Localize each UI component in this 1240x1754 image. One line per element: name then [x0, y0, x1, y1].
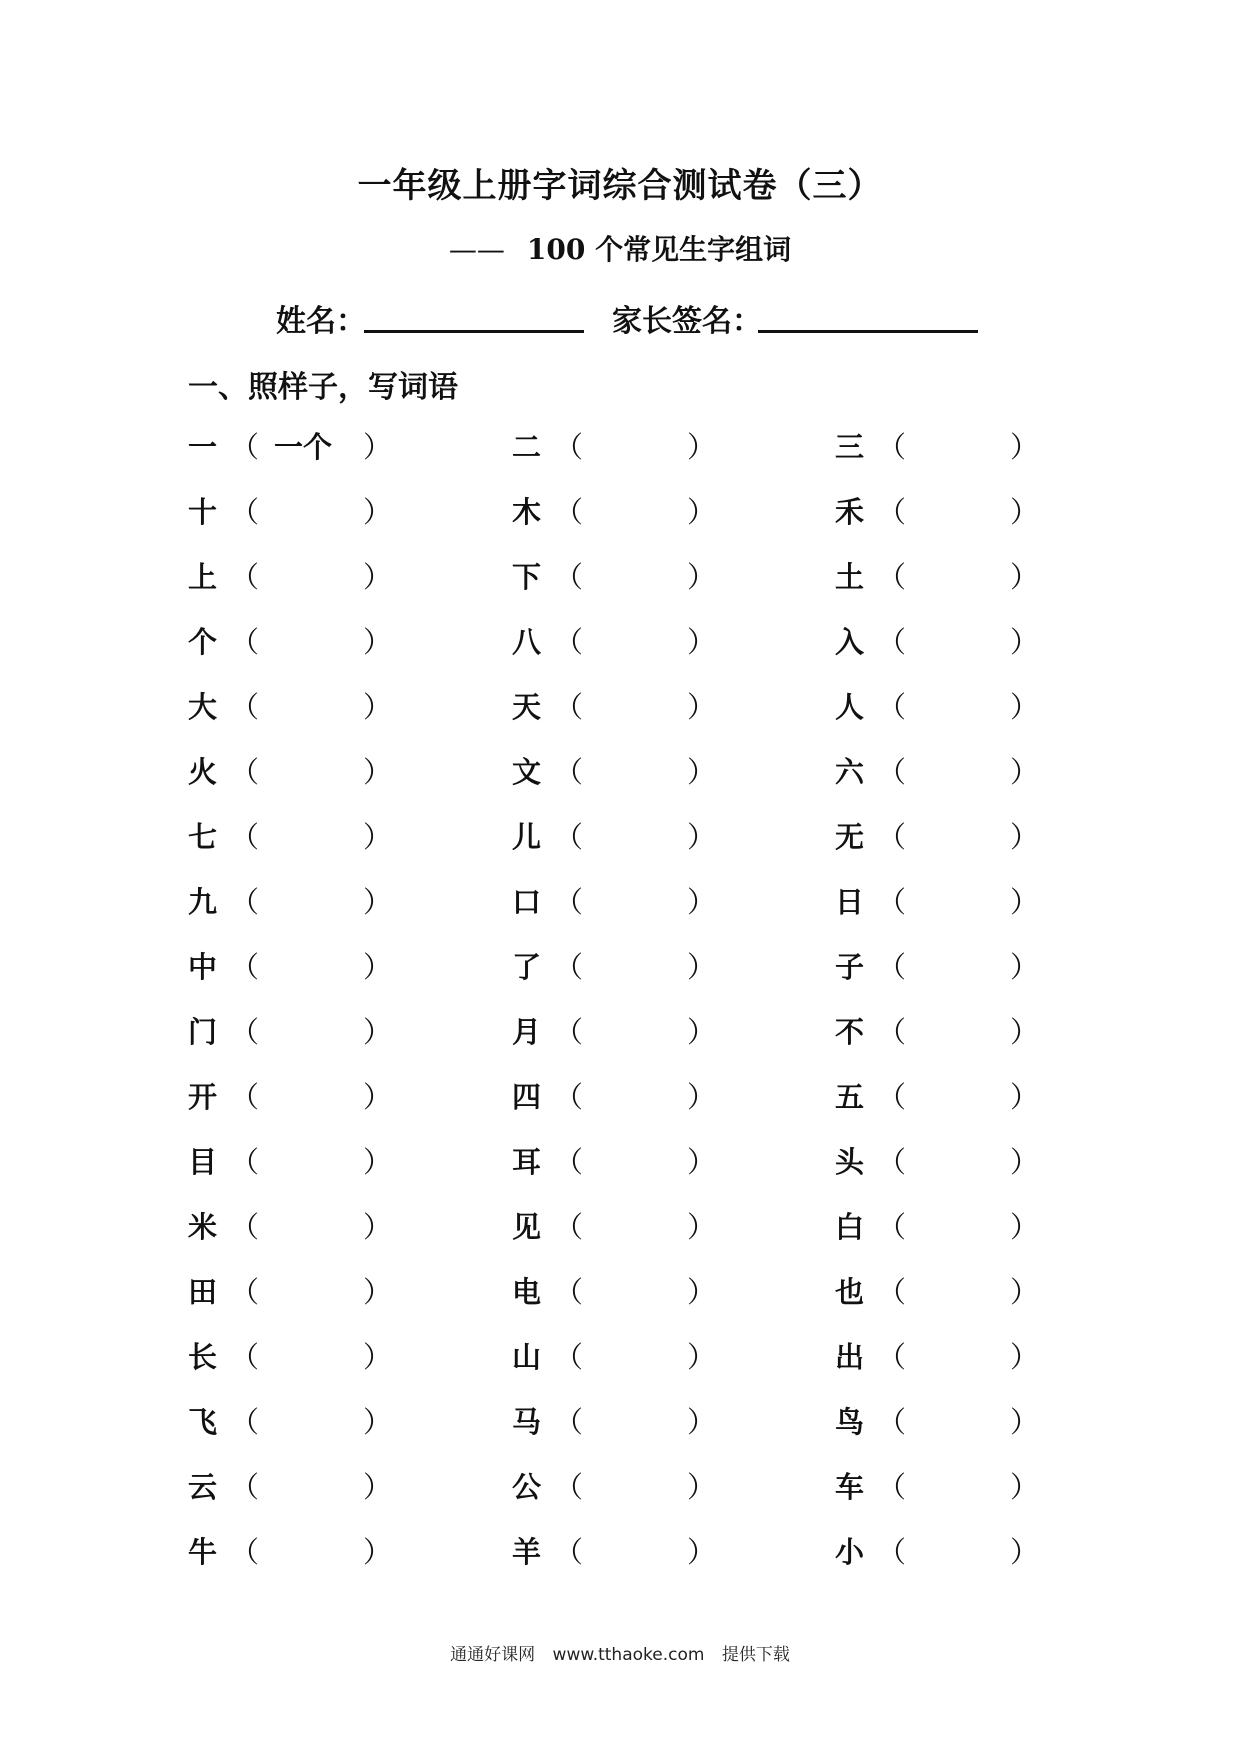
open-bracket: （ [554, 625, 584, 659]
given-character: 四 [512, 1080, 542, 1114]
exercise-item [835, 425, 1135, 465]
exercise-item [835, 750, 1135, 790]
open-bracket: （ [554, 1340, 584, 1374]
open-bracket: （ [554, 820, 584, 854]
given-character: 文 [512, 755, 542, 789]
exercise-item [835, 1140, 1135, 1180]
close-bracket: ） [687, 755, 717, 789]
close-bracket: ） [687, 885, 717, 919]
close-bracket: ） [363, 1015, 393, 1049]
given-character: 也 [835, 1275, 865, 1309]
close-bracket: ） [1010, 1405, 1040, 1439]
given-character: 六 [835, 755, 865, 789]
exercise-item [512, 1530, 812, 1570]
open-bracket: （ [554, 1145, 584, 1179]
given-character: 下 [512, 560, 542, 594]
exercise-item [835, 1010, 1135, 1050]
open-bracket: （ [554, 950, 584, 984]
exercise-item [188, 1010, 488, 1050]
exercise-item [512, 490, 812, 530]
open-bracket: （ [230, 1470, 260, 1504]
close-bracket: ） [1010, 950, 1040, 984]
open-bracket: （ [554, 560, 584, 594]
open-bracket: （ [554, 1405, 584, 1439]
open-bracket: （ [877, 560, 907, 594]
open-bracket: （ [230, 1210, 260, 1244]
open-bracket: （ [230, 1145, 260, 1179]
close-bracket: ） [363, 560, 393, 594]
given-character: 五 [835, 1080, 865, 1114]
footer-url: www.tthaoke.com [552, 1645, 705, 1665]
exercise-item [835, 620, 1135, 660]
exercise-row [0, 1205, 1240, 1270]
open-bracket: （ [877, 495, 907, 529]
open-bracket: （ [230, 495, 260, 529]
exercise-item [512, 1400, 812, 1440]
open-bracket: （ [554, 1015, 584, 1049]
exercise-row [0, 620, 1240, 685]
given-character: 见 [512, 1210, 542, 1244]
footer-note: 提供下载 [721, 1645, 790, 1665]
open-bracket: （ [554, 1535, 584, 1569]
given-character: 出 [835, 1340, 865, 1374]
exercise-row [0, 490, 1240, 555]
name-blank-line[interactable] [364, 330, 584, 333]
given-character: 二 [512, 430, 542, 464]
word-exercise-grid [0, 425, 1240, 1595]
close-bracket: ） [363, 885, 393, 919]
exercise-row [0, 425, 1240, 490]
open-bracket: （ [230, 690, 260, 724]
exercise-item [512, 945, 812, 985]
close-bracket: ） [363, 1405, 393, 1439]
given-character: 木 [512, 495, 542, 529]
open-bracket: （ [230, 1080, 260, 1114]
open-bracket: （ [230, 950, 260, 984]
open-bracket: （ [554, 1470, 584, 1504]
given-character: 中 [188, 950, 218, 984]
exercise-item [835, 1270, 1135, 1310]
footer-site-name: 通通好课网 [450, 1645, 536, 1665]
given-character: 土 [835, 560, 865, 594]
close-bracket: ） [363, 690, 393, 724]
open-bracket: （ [877, 755, 907, 789]
given-character: 耳 [512, 1145, 542, 1179]
open-bracket: （ [230, 1275, 260, 1309]
open-bracket: （ [877, 690, 907, 724]
exercise-item [188, 880, 488, 920]
close-bracket: ） [1010, 755, 1040, 789]
exercise-item [188, 945, 488, 985]
close-bracket: ） [687, 1210, 717, 1244]
close-bracket: ） [1010, 1145, 1040, 1179]
exercise-item [188, 425, 488, 465]
name-label: 姓名： [276, 304, 366, 339]
open-bracket: （ [230, 885, 260, 919]
given-character: 天 [512, 690, 542, 724]
given-character: 入 [835, 625, 865, 659]
given-character: 禾 [835, 495, 865, 529]
open-bracket: （ [554, 1275, 584, 1309]
exercise-row [0, 685, 1240, 750]
close-bracket: ） [687, 1470, 717, 1504]
open-bracket: （ [230, 1340, 260, 1374]
open-bracket: （ [877, 1210, 907, 1244]
given-character: 马 [512, 1405, 542, 1439]
close-bracket: ） [687, 690, 717, 724]
close-bracket: ） [1010, 495, 1040, 529]
open-bracket: （ [877, 1080, 907, 1114]
close-bracket: ） [363, 1145, 393, 1179]
exercise-item [835, 1465, 1135, 1505]
close-bracket: ） [1010, 1535, 1040, 1569]
exercise-item [512, 880, 812, 920]
close-bracket: ） [687, 820, 717, 854]
open-bracket: （ [230, 560, 260, 594]
close-bracket: ） [363, 495, 393, 529]
given-character: 头 [835, 1145, 865, 1179]
section-heading: 一、照样子，写词语 [188, 370, 458, 405]
close-bracket: ） [687, 495, 717, 529]
exercise-item [512, 1075, 812, 1115]
exercise-item [835, 555, 1135, 595]
given-character: 小 [835, 1535, 865, 1569]
exercise-item [835, 490, 1135, 530]
open-bracket: （ [877, 1340, 907, 1374]
student-info-fields [0, 296, 1240, 339]
open-bracket: （ [554, 1080, 584, 1114]
given-character: 个 [188, 625, 218, 659]
exercise-item [835, 815, 1135, 855]
given-character: 十 [188, 495, 218, 529]
exercise-item [835, 1075, 1135, 1115]
close-bracket: ） [1010, 1210, 1040, 1244]
close-bracket: ） [687, 560, 717, 594]
close-bracket: ） [363, 625, 393, 659]
exercise-item [835, 685, 1135, 725]
exercise-item [512, 750, 812, 790]
exercise-item [512, 815, 812, 855]
exercise-row [0, 750, 1240, 815]
given-character: 牛 [188, 1535, 218, 1569]
exercise-item [512, 1205, 812, 1245]
footer [0, 1640, 1240, 1665]
given-character: 目 [188, 1145, 218, 1179]
given-character: 飞 [188, 1405, 218, 1439]
open-bracket: （ [877, 820, 907, 854]
exercise-row [0, 1140, 1240, 1205]
exercise-item [188, 620, 488, 660]
open-bracket: （ [877, 1015, 907, 1049]
given-character: 月 [512, 1015, 542, 1049]
answer-blank[interactable]: 一个 [274, 430, 333, 464]
close-bracket: ） [363, 1210, 393, 1244]
close-bracket: ） [687, 1015, 717, 1049]
close-bracket: ） [1010, 1275, 1040, 1309]
given-character: 羊 [512, 1535, 542, 1569]
exercise-item [188, 490, 488, 530]
open-bracket: （ [877, 1275, 907, 1309]
exercise-item [188, 1205, 488, 1245]
exercise-item [835, 1335, 1135, 1375]
exercise-item [512, 1270, 812, 1310]
close-bracket: ） [1010, 430, 1040, 464]
close-bracket: ） [363, 1535, 393, 1569]
given-character: 无 [835, 820, 865, 854]
exercise-item [835, 1400, 1135, 1440]
exercise-item [188, 685, 488, 725]
close-bracket: ） [363, 755, 393, 789]
open-bracket: （ [230, 1535, 260, 1569]
close-bracket: ） [1010, 1470, 1040, 1504]
given-character: 田 [188, 1275, 218, 1309]
parent-signature-label: 家长签名： [612, 304, 762, 339]
given-character: 车 [835, 1470, 865, 1504]
given-character: 子 [835, 950, 865, 984]
given-character: 大 [188, 690, 218, 724]
worksheet-title: 一年级上册字词综合测试卷（三） [357, 166, 883, 206]
exercise-item [512, 620, 812, 660]
given-character: 云 [188, 1470, 218, 1504]
close-bracket: ） [363, 1275, 393, 1309]
exercise-item [188, 815, 488, 855]
open-bracket: （ [877, 430, 907, 464]
close-bracket: ） [1010, 1015, 1040, 1049]
exercise-row [0, 1465, 1240, 1530]
open-bracket: （ [230, 430, 260, 464]
parent-signature-blank-line[interactable] [758, 330, 978, 333]
exercise-item [835, 1205, 1135, 1245]
exercise-row [0, 1400, 1240, 1465]
given-character: 八 [512, 625, 542, 659]
open-bracket: （ [877, 1405, 907, 1439]
exercise-item [188, 555, 488, 595]
exercise-row [0, 555, 1240, 620]
close-bracket: ） [1010, 560, 1040, 594]
close-bracket: ） [1010, 820, 1040, 854]
subtitle-text: 100 个常见生字组词 [526, 233, 792, 266]
open-bracket: （ [877, 1535, 907, 1569]
given-character: 日 [835, 885, 865, 919]
exercise-item [188, 1075, 488, 1115]
open-bracket: （ [877, 625, 907, 659]
exercise-row [0, 1270, 1240, 1335]
open-bracket: （ [554, 690, 584, 724]
given-character: 鸟 [835, 1405, 865, 1439]
exercise-item [188, 1465, 488, 1505]
open-bracket: （ [877, 1145, 907, 1179]
exercise-row [0, 945, 1240, 1010]
exercise-item [512, 1140, 812, 1180]
worksheet-subtitle [0, 228, 1240, 268]
open-bracket: （ [554, 1210, 584, 1244]
close-bracket: ） [363, 1080, 393, 1114]
open-bracket: （ [230, 820, 260, 854]
open-bracket: （ [230, 625, 260, 659]
exercise-row [0, 1530, 1240, 1595]
given-character: 长 [188, 1340, 218, 1374]
exercise-item [188, 1140, 488, 1180]
given-character: 上 [188, 560, 218, 594]
given-character: 一 [188, 430, 218, 464]
given-character: 九 [188, 885, 218, 919]
given-character: 公 [512, 1470, 542, 1504]
subtitle-dash: —— [448, 233, 505, 266]
exercise-item [188, 1530, 488, 1570]
exercise-row [0, 880, 1240, 945]
close-bracket: ） [687, 1340, 717, 1374]
exercise-item [512, 1335, 812, 1375]
close-bracket: ） [1010, 885, 1040, 919]
given-character: 三 [835, 430, 865, 464]
close-bracket: ） [687, 1145, 717, 1179]
given-character: 七 [188, 820, 218, 854]
open-bracket: （ [554, 885, 584, 919]
exercise-row [0, 1010, 1240, 1075]
given-character: 山 [512, 1340, 542, 1374]
given-character: 米 [188, 1210, 218, 1244]
exercise-row [0, 815, 1240, 880]
exercise-item [188, 1400, 488, 1440]
given-character: 火 [188, 755, 218, 789]
close-bracket: ） [687, 950, 717, 984]
open-bracket: （ [877, 885, 907, 919]
open-bracket: （ [554, 430, 584, 464]
given-character: 儿 [512, 820, 542, 854]
given-character: 门 [188, 1015, 218, 1049]
exercise-item [188, 1270, 488, 1310]
exercise-item [835, 880, 1135, 920]
close-bracket: ） [1010, 1080, 1040, 1114]
close-bracket: ） [687, 1535, 717, 1569]
exercise-row [0, 1335, 1240, 1400]
close-bracket: ） [687, 1275, 717, 1309]
close-bracket: ） [363, 430, 393, 464]
close-bracket: ） [363, 950, 393, 984]
open-bracket: （ [877, 1470, 907, 1504]
given-character: 口 [512, 885, 542, 919]
exercise-item [512, 425, 812, 465]
open-bracket: （ [230, 755, 260, 789]
close-bracket: ） [1010, 1340, 1040, 1374]
close-bracket: ） [363, 820, 393, 854]
close-bracket: ） [687, 1080, 717, 1114]
given-character: 开 [188, 1080, 218, 1114]
close-bracket: ） [1010, 690, 1040, 724]
close-bracket: ） [687, 625, 717, 659]
close-bracket: ） [687, 1405, 717, 1439]
exercise-item [188, 1335, 488, 1375]
given-character: 不 [835, 1015, 865, 1049]
close-bracket: ） [1010, 625, 1040, 659]
close-bracket: ） [687, 430, 717, 464]
open-bracket: （ [554, 755, 584, 789]
exercise-item [188, 750, 488, 790]
open-bracket: （ [230, 1015, 260, 1049]
exercise-item [512, 685, 812, 725]
exercise-item [512, 1465, 812, 1505]
exercise-row [0, 1075, 1240, 1140]
open-bracket: （ [554, 495, 584, 529]
given-character: 了 [512, 950, 542, 984]
given-character: 白 [835, 1210, 865, 1244]
exercise-item [835, 1530, 1135, 1570]
exercise-item [835, 945, 1135, 985]
given-character: 电 [512, 1275, 542, 1309]
exercise-item [512, 555, 812, 595]
exercise-item [512, 1010, 812, 1050]
open-bracket: （ [877, 950, 907, 984]
close-bracket: ） [363, 1340, 393, 1374]
close-bracket: ） [363, 1470, 393, 1504]
given-character: 人 [835, 690, 865, 724]
open-bracket: （ [230, 1405, 260, 1439]
